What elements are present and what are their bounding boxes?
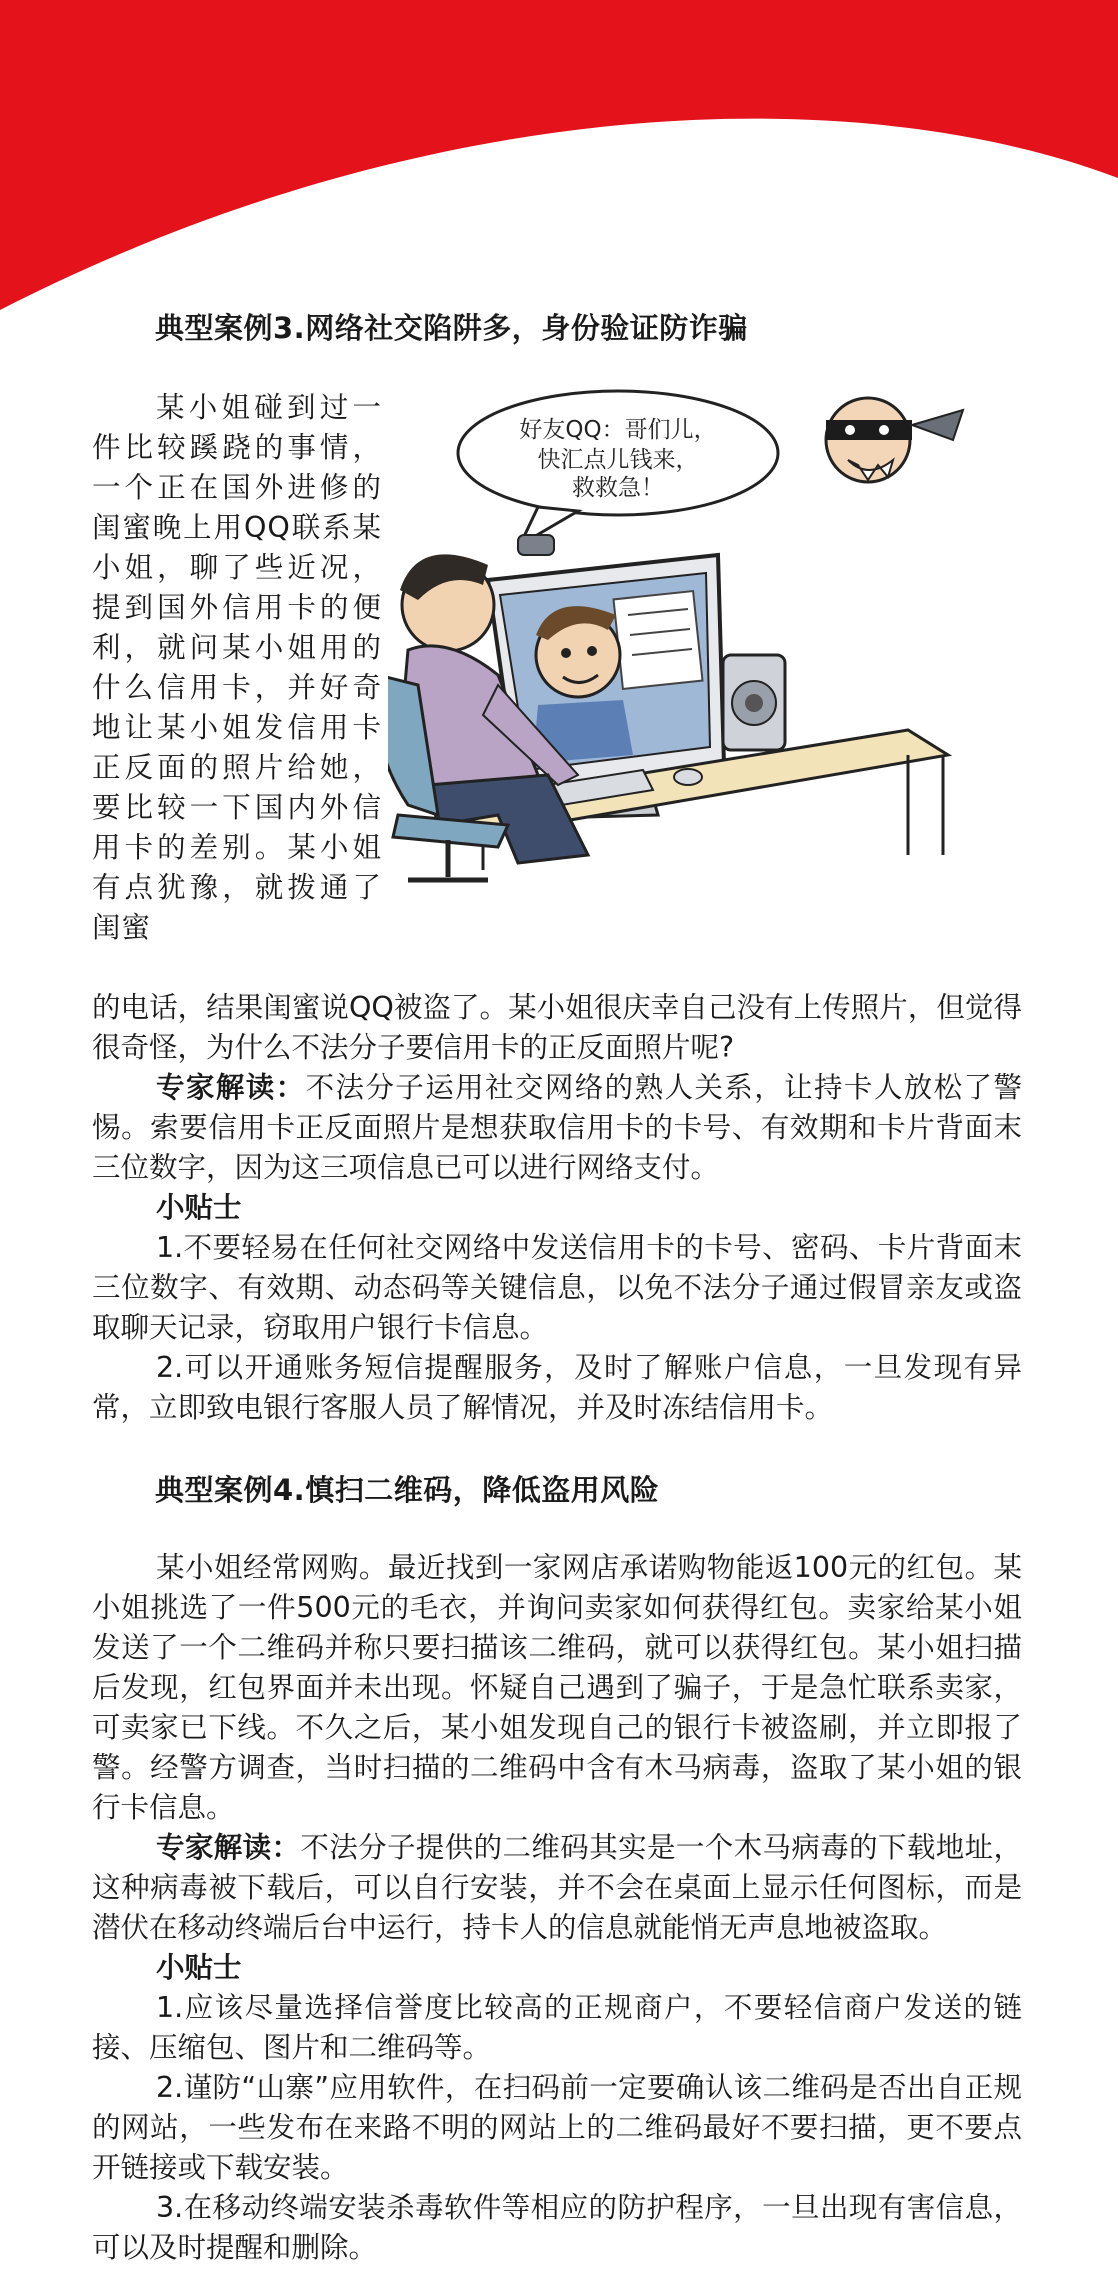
case4-tip-1: 1.应该尽量选择信誉度比较高的正规商户，不要轻信商户发送的链接、压缩包、图片和二维码等。	[92, 1991, 1022, 2064]
case4-tip-2: 2.谨防“山寨”应用软件，在扫码前一定要确认该二维码是否出自正规的网站，一些发布在来路不明的网站上的二维码最好不要扫描，更不要点开链接或下载安装。	[92, 2071, 1022, 2184]
case4-story: 某小姐经常网购。最近找到一家网店承诺购物能返100元的红包。某小姐挑选了一件500元的毛衣，并询问卖家如何获得红包。卖家给某小姐发送了一个二维码并称只要扫描该二维码，就可以获得红包。某小姐扫描后发现，红包界面并未出现。怀疑自己遇到了骗子，于是急忙联系卖家，可卖家已下线。不久之后，某小姐发现自己的银行卡被盗刷，并立即报了警。经警方调查，当时扫描的二维码中含有木马病毒，盗取了某小姐的银行卡信息。	[92, 1551, 1022, 1824]
case3-expert-label: 专家解读：	[156, 1071, 306, 1104]
masked-thief-icon	[826, 398, 963, 482]
case4-expert-text: 不法分子提供的二维码其实是一个木马病毒的下载地址，这种病毒被下载后，可以自行安装，并不会在桌面上显示任何图标，而是潜伏在移动终端后台中运行，持卡人的信息就能悄无声息地被盗取。	[92, 1831, 1022, 1944]
case4-title: 典型案例4.慎扫二维码，降低盗用风险	[155, 1473, 660, 1507]
svg-text:好友QQ：哥们儿，: 好友QQ：哥们儿，	[519, 417, 717, 443]
case3-story-part1: 某小姐碰到过一件比较蹊跷的事情，一个正在国外进修的闺蜜晚上用QQ联系某小姐，聊了些近况，提到国外信用卡的便利，就问某小姐用的什么信用卡，并好奇地让某小姐发信用卡正反面的照片给她，要比较一下国内外信用卡的差别。某小姐有点犹豫，就拨通了闺蜜	[92, 391, 382, 944]
case4-expert-label: 专家解读：	[156, 1831, 301, 1864]
case3-title: 典型案例3.网络社交陷阱多，身份验证防诈骗	[155, 311, 748, 345]
online-chat-scam-illustration	[388, 385, 1008, 885]
case3-tip-2: 2.可以开通账务短信提醒服务，及时了解账户信息，一旦发现有异常，立即致电银行客服人员了解情况，并及时冻结信用卡。	[92, 1351, 1022, 1424]
case4-tips-title: 小贴士	[156, 1951, 242, 1984]
case3-story-wrapped-column	[92, 388, 382, 948]
case3-body	[92, 988, 1022, 1428]
red-banner-decoration	[0, 0, 1118, 320]
svg-text:救救急！: 救救急！	[572, 475, 664, 501]
case3-tips-title: 小贴士	[156, 1191, 242, 1224]
svg-text:快汇点儿钱来，: 快汇点儿钱来，	[537, 447, 699, 473]
case3-expert-text: 不法分子运用社交网络的熟人关系，让持卡人放松了警惕。索要信用卡正反面照片是想获取信用卡的卡号、有效期和卡片背面末三位数字，因为这三项信息已可以进行网络支付。	[92, 1071, 1022, 1184]
speech-bubble	[458, 391, 778, 545]
case4-tip-3: 3.在移动终端安装杀毒软件等相应的防护程序，一旦出现有害信息，可以及时提醒和删除。	[92, 2191, 1022, 2264]
case3-tip-1: 1.不要轻易在任何社交网络中发送信用卡的卡号、密码、卡片背面末三位数字、有效期、动态码等关键信息，以免不法分子通过假冒亲友或盗取聊天记录，窃取用户银行卡信息。	[92, 1231, 1022, 1344]
case3-expert-paragraph	[92, 1068, 1022, 1188]
case4-body	[92, 1548, 1022, 2268]
case3-story-part2: 的电话，结果闺蜜说QQ被盗了。某小姐很庆幸自己没有上传照片，但觉得很奇怪，为什么不法分子要信用卡的正反面照片呢?	[92, 991, 1022, 1064]
speaker-icon	[723, 655, 785, 750]
case4-expert-paragraph	[92, 1828, 1022, 1948]
